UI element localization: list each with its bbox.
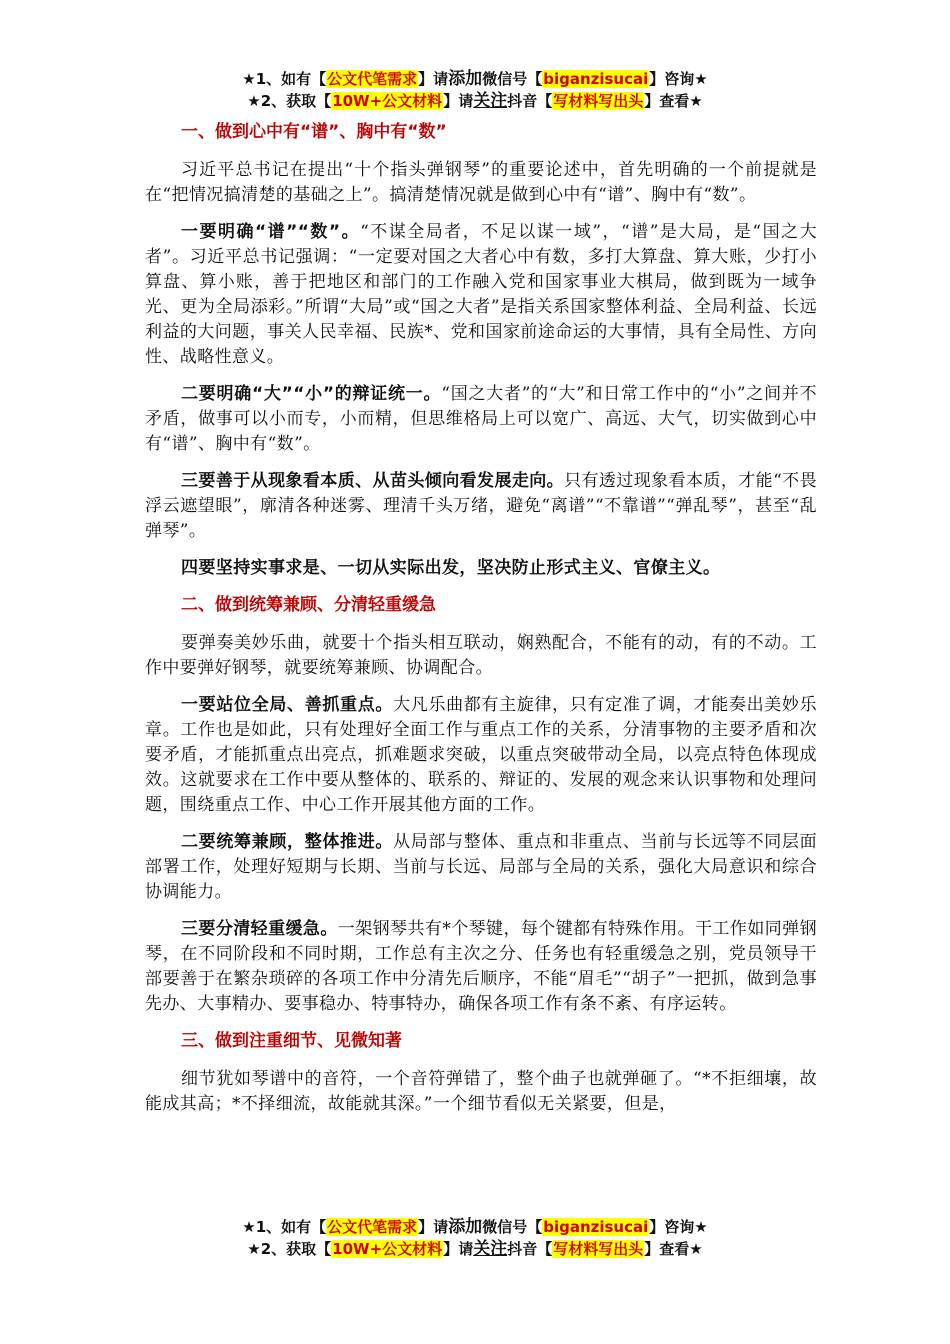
banner-emphasis: 关注 <box>473 1239 508 1259</box>
banner-text: 】请 <box>443 1240 474 1258</box>
paragraph-text: 一架钢琴共有*个琴键，每个键都有特殊作用。干工作如同弹钢琴，在不同阶段和不同时期，工作总有主次之分、任务也有轻重缓急之别，党员领导干部要善于在繁杂琐碎的各项工作中分清先后顺序，不能“眉毛”“胡子”一把抓，做到急事先办、大事精办、要事稳办、特事特办，确保各项工作有条不紊、有序运转。 <box>145 919 817 1014</box>
banner-line-1 <box>0 1216 950 1238</box>
banner-text: 】请 <box>418 70 449 88</box>
paragraph <box>145 693 817 818</box>
banner-highlight: 10W+公文材料 <box>332 92 443 110</box>
paragraph-lead: 二要统筹兼顾，整体推进。 <box>181 832 394 852</box>
paragraph-lead: 一要明确“谱”“数”。 <box>181 222 361 242</box>
banner-text: 微信号【 <box>482 70 543 88</box>
banner-text: 】查看★ <box>644 92 703 110</box>
paragraph-text: “不谋全局者，不足以谋一域”，“谱”是大局，是“国之大者”。习近平总书记强调：“一定要对国之大者心中有数，多打大算盘、算大账，少打小算盘、算小账，善于把地区和部门的工作融入党和国家事业大棋局，做到既为一域争光、更为全局添彩。”所谓“大局”或“国之大者”是指关系国家整体利益、全局利益、长远利益的大问题，事关人民幸福、民族*、党和国家前途命运的大事情，具有全局性、方向性、战略性意义。 <box>145 222 817 367</box>
banner-line-1 <box>0 68 950 90</box>
paragraph <box>145 830 817 905</box>
banner-text: 】咨询★ <box>649 70 708 88</box>
paragraph-lead: 四要坚持实事求是、一切从实际出发，坚决防止形式主义、官僚主义。 <box>181 558 721 578</box>
paragraph-lead: 二要明确“大”“小”的辩证统一。 <box>181 384 442 404</box>
footer-banner <box>0 1216 950 1260</box>
banner-text: ★1、如有【 <box>242 1218 327 1236</box>
banner-highlight: biganzisucai <box>543 1218 649 1236</box>
banner-highlight: 10W+公文材料 <box>332 1240 443 1258</box>
banner-highlight: biganzisucai <box>543 70 649 88</box>
banner-text: 】查看★ <box>644 1240 703 1258</box>
header-banner <box>0 68 950 112</box>
paragraph-lead: 三要善于从现象看本质、从苗头倾向看发展走向。 <box>181 471 565 491</box>
banner-text: 】请 <box>418 1218 449 1236</box>
paragraph <box>145 220 817 370</box>
banner-emphasis: 添加 <box>448 69 483 89</box>
banner-text: 】咨询★ <box>649 1218 708 1236</box>
paragraph: 习近平总书记在提出“十个指头弹钢琴”的重要论述中，首先明确的一个前提就是在“把情况搞清楚的基础之上”。搞清楚情况就是做到心中有“谱”、胸中有“数”。 <box>145 160 817 205</box>
paragraph-text: 从局部与整体、重点和非重点、当前与长远等不同层面部署工作，处理好短期与长期、当前与长远、局部与全局的关系，强化大局意识和综合协调能力。 <box>145 832 817 902</box>
section-heading-1: 一、做到心中有“谱”、胸中有“数” <box>181 122 447 142</box>
banner-highlight: 写材料写出头 <box>553 1240 644 1258</box>
banner-highlight: 写材料写出头 <box>553 92 644 110</box>
paragraph-text: 大凡乐曲都有主旋律，只有定准了调，才能奏出美妙乐章。工作也是如此，只有处理好全面工作与重点工作的关系，分清事物的主要矛盾和次要矛盾，才能抓重点出亮点，抓难题求突破，以重点突破带动全局，以亮点特色体现成效。这就要求在工作中要从整体的、联系的、辩证的、发展的观念来认识事物和处理问题，围绕重点工作、中心工作开展其他方面的工作。 <box>145 695 817 815</box>
banner-line-2 <box>0 1238 950 1260</box>
banner-text: ★2、获取【 <box>247 92 332 110</box>
document-body <box>145 120 817 1129</box>
paragraph <box>145 469 817 544</box>
banner-highlight: 公文代笔需求 <box>327 70 418 88</box>
paragraph: 细节犹如琴谱中的音符，一个音符弹错了，整个曲子也就弹砸了。“*不拒细壤，故能成其高；*不择细流，故能就其深。”一个细节看似无关紧要，但是， <box>145 1069 817 1114</box>
banner-text: ★2、获取【 <box>247 1240 332 1258</box>
banner-emphasis: 添加 <box>448 1217 483 1237</box>
paragraph <box>145 917 817 1017</box>
paragraph-text: 只有透过现象看本质，才能“不畏浮云遮望眼”，廓清各种迷雾、理清千头万绪，避免“离谱”“不靠谱”“弹乱琴”，甚至“乱弹琴”。 <box>145 471 817 541</box>
banner-text: 抖音【 <box>507 92 553 110</box>
paragraph-lead: 一要站位全局、善抓重点。 <box>181 695 394 715</box>
banner-line-2 <box>0 90 950 112</box>
banner-text: ★1、如有【 <box>242 70 327 88</box>
banner-text: 抖音【 <box>507 1240 553 1258</box>
section-heading-2: 二、做到统筹兼顾、分清轻重缓急 <box>181 595 436 615</box>
paragraph <box>145 556 817 581</box>
paragraph-text: “国之大者”的“大”和日常工作中的“小”之间并不矛盾，做事可以小而专，小而精，但思维格局上可以宽广、高远、大气，切实做到心中有“谱”、胸中有“数”。 <box>145 384 818 454</box>
paragraph: 要弹奏美妙乐曲，就要十个指头相互联动，娴熟配合，不能有的动，有的不动。工作中要弹好钢琴，就要统筹兼顾、协调配合。 <box>145 633 817 678</box>
banner-highlight: 公文代笔需求 <box>327 1218 418 1236</box>
banner-text: 微信号【 <box>482 1218 543 1236</box>
banner-emphasis: 关注 <box>473 91 508 111</box>
paragraph-lead: 三要分清轻重缓急。 <box>181 919 338 939</box>
section-heading-3: 三、做到注重细节、见微知著 <box>181 1031 402 1051</box>
banner-text: 】请 <box>443 92 474 110</box>
paragraph <box>145 382 817 457</box>
